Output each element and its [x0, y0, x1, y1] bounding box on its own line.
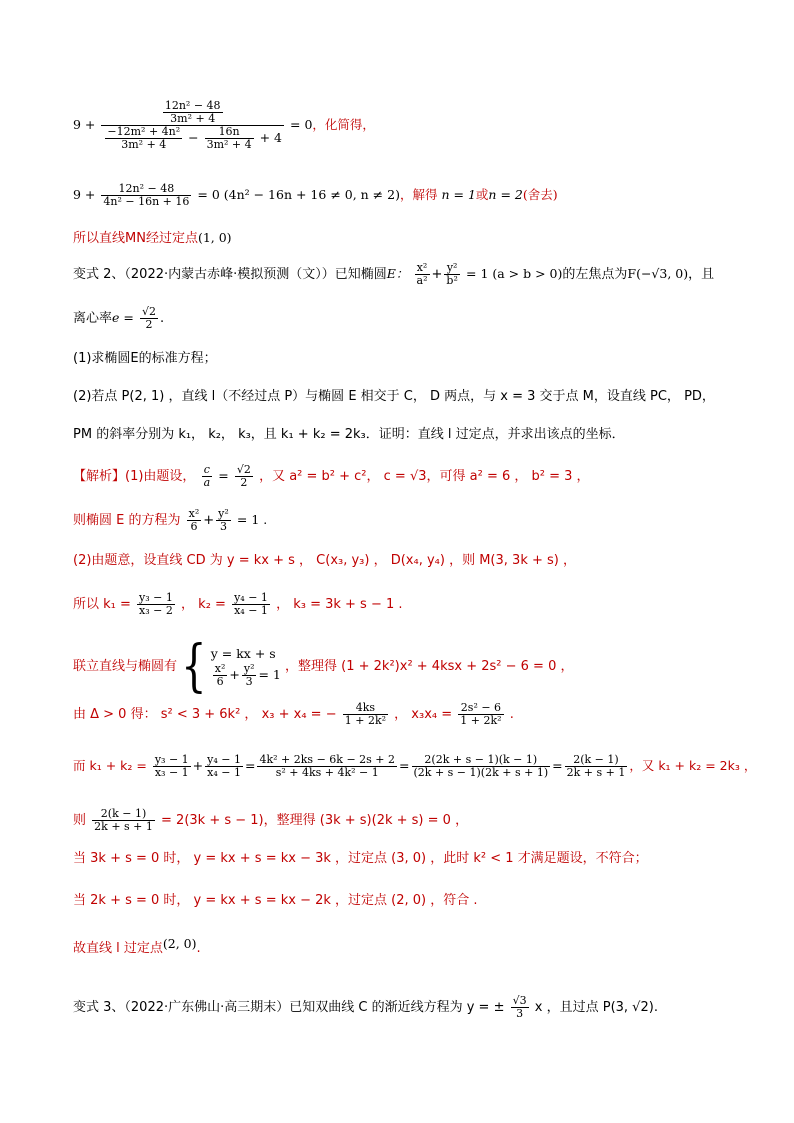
slope-line: 所以 k₁ = $\frac{\text{y₃ − 1}}{\text{x₃ − 2}}$ ， k₂ = $\frac{\text{y₄ − 1}}{\text{x₄ − 1}}$ ， k₃ = 3k + s − 1 .: [73, 591, 403, 617]
solution-ellipse-eq: 则椭圆 E 的方程为 $\frac{\text{x²}}{6}$ + $\frac{\text{y²}}{3}$ = 1 .: [73, 507, 268, 533]
question-1: (1)求椭圆E的标准方程；: [73, 351, 217, 366]
conclusion-line: 所以直线MN经过定点(1, 0): [73, 230, 232, 246]
eccentricity-line: 离心率e = $\frac{√2}{2}$ .: [73, 305, 165, 331]
variant-2-heading: 变式 2、（2022·内蒙古赤峰·模拟预测（文））已知椭圆E： $\frac{\text{x²}}{\text{a²}}$ + $\frac{\text{y²}}{\text{b²}}$ = 1 (a > b > 0)的左焦点为F(−√3, 0)，且: [73, 261, 715, 287]
system-line: 联立直线与椭圆有 { y = kx + s $\frac{\text{x²}}{6}$ + $\frac{\text{y²}}{3}$ = 1 ，整理得 (1 + 2k²)x² + 4ksx + 2s² − 6 = 0 ，: [73, 634, 574, 699]
delta-line: 由 Δ > 0 得： s² < 3 + 6k² ， x₃ + x₄ = − $\frac{4ks}{\text{1 + 2k²}}$ ， x₃x₄ = $\frac{\text{2s² − 6}}{\text{1 + 2k²}}$ .: [73, 701, 514, 727]
case-1: 当 3k + s = 0 时， y = kx + s = kx − 3k ，过定点 (3, 0) ，此时 k² < 1 才满足题设，不符合；: [73, 851, 648, 866]
eq-line-2: 9 + $\frac{\text{12n² − 48}}{\text{4n² − 16n + 16}}$ = 0 (4n² − 16n + 16 ≠ 0, n ≠ 2)，解得 n = 1或n = 2(舍去): [73, 182, 558, 208]
complex-fraction: $\frac{\text{12n² − 48}}{\text{3m² + 4}}$ $\frac{\text{−12m² + 4n²}}{\text{3m² + 4}}$ − $\frac{16n}{\text{3m² + 4}}$ + 4: [101, 100, 284, 151]
case-2: 当 2k + s = 0 时， y = kx + s = kx − 2k ，过定点 (2, 0) ，符合 .: [73, 893, 478, 908]
solution-2: (2)由题意，设直线 CD 为 y = kx + s ， C(x₃, y₃) ， D(x₄, y₄) ，则 M(3, 3k + s) ，: [73, 553, 576, 568]
sum-line: 而 k₁ + k₂ = $\frac{\text{y₃ − 1}}{\text{x₃ − 1}}$ + $\frac{\text{y₄ − 1}}{\text{x₄ − 1}}$ = $\frac{\text{4k² + 2ks − 6k − 2s + 2}}{\text{s² + 4ks + 4k² − 1}}$ = $\frac{2(2k + s - 1)(k - 1)}{(2k + s - 1)(2k + s + 1)}$ = $\frac{2(k - 1)}{2k + s + 1}$ ，又 k₁ + k₂ = 2k₃ ，: [73, 753, 757, 779]
question-2b: PM 的斜率分别为 k₁， k₂， k₃，且 k₁ + k₂ = 2k₃．证明：直线 l 过定点，并求出该点的坐标．: [73, 427, 625, 442]
question-2a: (2)若点 P(2, 1) ，直线 l（不经过点 P）与椭圆 E 相交于 C， D 两点，与 x = 3 交于点 M，设直线 PC， PD，: [73, 389, 715, 404]
solution-1: 【解析】(1)由题设， $\frac{c}{a}$ = $\frac{√2}{2}$ ，又 a² = b² + c²， c = √3，可得 a² = 6 ， b² = 3 ，: [73, 463, 590, 489]
simplify-line: 则 $\frac{2(k - 1)}{2k + s + 1}$ = 2(3k + s − 1)，整理得 (3k + s)(2k + s) = 0 ，: [73, 807, 469, 833]
variant-3-heading: 变式 3、（2022·广东佛山·高三期末）已知双曲线 C 的渐近线方程为 y = ± $\frac{√3}{3}$ x ，且过点 P(3, √2).: [73, 994, 658, 1020]
final-answer: 故直线 l 过定点(2, 0).: [73, 936, 201, 956]
eq-line-1: 9 + $\frac{\text{12n² − 48}}{\text{3m² + 4}}$ $\frac{\text{−12m² + 4n²}}{\text{3m² + 4}}$ − $\frac{16n}{\text{3m² + 4}}$ + 4 = 0，化简得，: [73, 99, 375, 151]
